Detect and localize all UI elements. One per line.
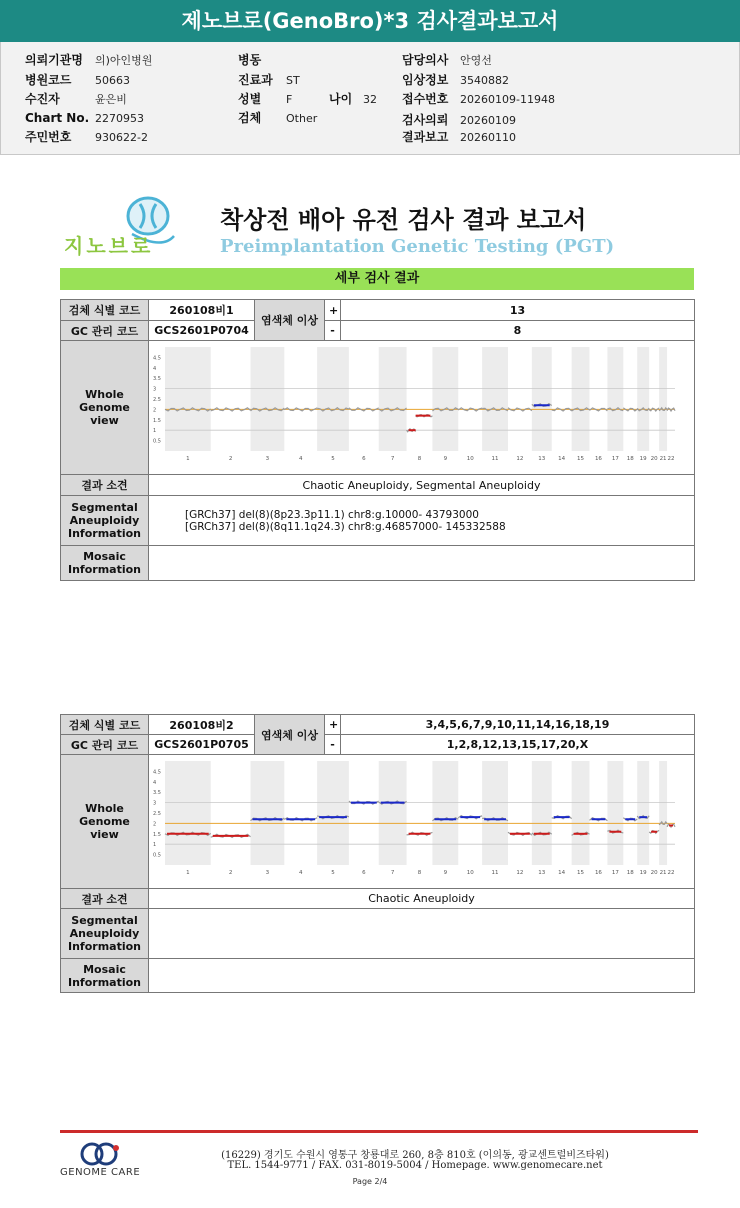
x-tick-label: 13	[538, 870, 546, 876]
x-tick-label: 14	[558, 456, 566, 462]
segmental-label: Segmental Aneuploidy Information	[61, 909, 149, 959]
minus-value: 1,2,8,12,13,15,17,20,X	[341, 735, 695, 755]
sex-row	[238, 90, 292, 107]
dept-label: 진료과	[238, 73, 273, 87]
y-tick-label: 0.5	[153, 852, 161, 859]
footer-address: (16229) 경기도 수원시 영통구 창룡대로 260, 8층 810호 (이의동, 광교센트럴비즈타워)	[221, 1150, 609, 1161]
plus-label: +	[325, 300, 341, 321]
patient-info-panel	[0, 42, 740, 155]
wgv-label: Whole Genome view	[61, 341, 149, 475]
x-tick-label: 8	[417, 456, 422, 462]
x-tick-label: 11	[491, 870, 499, 876]
y-tick-label: 3.5	[153, 790, 161, 797]
mosaic-value	[149, 546, 695, 581]
plus-label: +	[325, 715, 341, 735]
institution-label: 의뢰기관명	[25, 53, 83, 67]
x-tick-label: 19	[639, 456, 647, 462]
whole-genome-chart-1	[149, 341, 689, 471]
x-tick-label: 12	[516, 870, 524, 876]
segmental-line-2: [GRCh37] del(8)(8q11.1q24.3) chr8:g.46857000- 145332588	[185, 520, 506, 533]
segmental-label: Segmental Aneuploidy Information	[61, 496, 149, 546]
findings-label: 결과 소견	[61, 475, 149, 496]
hospital-code-value: 50663	[95, 74, 130, 87]
x-tick-label: 16	[594, 456, 602, 462]
page-number: Page 2/4	[352, 1177, 388, 1186]
examinee-row	[25, 90, 127, 107]
x-tick-label: 22	[667, 456, 675, 462]
age-row	[329, 90, 377, 107]
genome-care-logo-icon	[60, 1140, 150, 1185]
report-header-title: 제노브로(GenoBro)*3 검사결과보고서	[0, 0, 740, 42]
x-tick-label: 9	[443, 870, 448, 876]
y-tick-label: 4.5	[153, 769, 161, 776]
chrom-band	[637, 761, 649, 865]
y-tick-label: 1.5	[153, 831, 161, 838]
wgv-label: Whole Genome view	[61, 755, 149, 889]
y-tick-label: 3	[153, 800, 157, 807]
chrom-abn-label: 염색체 이상	[255, 715, 325, 755]
x-tick-label: 5	[331, 456, 335, 462]
x-tick-label: 9	[443, 456, 448, 462]
report-date-label: 결과보고	[402, 130, 449, 144]
sex-label: 성별	[238, 92, 262, 106]
x-tick-label: 7	[390, 456, 395, 462]
y-tick-label: 2	[153, 821, 157, 828]
chrom-band	[637, 347, 649, 451]
minus-label: -	[325, 321, 341, 341]
report-date-row	[402, 128, 516, 145]
y-tick-label: 2	[153, 407, 157, 414]
x-tick-label: 21	[659, 870, 667, 876]
x-tick-label: 6	[362, 870, 366, 876]
genome-care-text: GENOME CARE	[60, 1167, 141, 1178]
dept-value: ST	[286, 74, 300, 87]
sample-table-2	[60, 714, 695, 993]
request-label: 검사의뢰	[402, 113, 449, 127]
x-tick-label: 1	[186, 870, 190, 876]
mosaic-label: Mosaic Information	[61, 959, 149, 993]
chrom-band	[607, 761, 623, 865]
chart-value: 2270953	[95, 112, 144, 125]
clinical-label: 임상정보	[402, 73, 449, 87]
x-tick-label: 5	[331, 870, 335, 876]
y-tick-label: 0.5	[153, 438, 161, 445]
footer-contact: TEL. 1544-9771 / FAX. 031-8019-5004 / Homepage. www.genomecare.net	[227, 1160, 603, 1171]
x-tick-label: 19	[639, 870, 647, 876]
findings-label: 결과 소견	[61, 889, 149, 909]
x-tick-label: 10	[466, 870, 474, 876]
segmental-line-1: [GRCh37] del(8)(8p23.3p11.1) chr8:g.10000- 43793000	[185, 508, 479, 521]
specimen-row	[238, 109, 317, 126]
sample-id-label: 검체 식별 코드	[61, 300, 149, 321]
footer-divider	[60, 1130, 698, 1133]
institution-value: 의)아인병원	[95, 54, 153, 67]
x-tick-label: 4	[298, 456, 303, 462]
sample-id-label: 검체 식별 코드	[61, 715, 149, 735]
wgv-cell	[149, 755, 695, 889]
ward-row	[238, 51, 286, 68]
age-value: 32	[363, 93, 377, 106]
chrom-band	[379, 761, 407, 865]
hospital-code-label: 병원코드	[25, 73, 72, 87]
gc-code-value: GCS2601P0705	[149, 735, 255, 755]
chrom-band	[317, 347, 349, 451]
gc-code-value: GCS2601P0704	[149, 321, 255, 341]
x-tick-label: 18	[626, 456, 634, 462]
chrom-band	[532, 347, 552, 451]
x-tick-label: 14	[558, 870, 566, 876]
receipt-row	[402, 90, 555, 107]
x-tick-label: 22	[667, 870, 675, 876]
x-tick-label: 17	[611, 456, 619, 462]
minus-value: 8	[341, 321, 695, 341]
x-tick-label: 1	[186, 456, 190, 462]
plus-value: 13	[341, 300, 695, 321]
logo-text: 지노브로	[64, 234, 154, 258]
x-tick-label: 10	[466, 456, 474, 462]
x-tick-label: 12	[516, 456, 524, 462]
receipt-label: 접수번호	[402, 92, 449, 106]
rrn-row	[25, 128, 148, 145]
segmental-value	[149, 909, 695, 959]
x-tick-label: 20	[650, 870, 658, 876]
rrn-value: 930622-2	[95, 131, 148, 144]
x-tick-label: 6	[362, 456, 366, 462]
clinical-value: 3540882	[460, 74, 509, 87]
receipt-value: 20260109-11948	[460, 93, 555, 106]
y-tick-label: 2.5	[153, 397, 161, 403]
x-tick-label: 15	[577, 456, 585, 462]
y-tick-label: 4.5	[153, 355, 161, 362]
chrom-band	[165, 347, 211, 451]
report-title-ko: 착상전 배아 유전 검사 결과 보고서	[220, 206, 587, 234]
examinee-label: 수진자	[25, 92, 60, 106]
chrom-band	[659, 761, 667, 865]
chrom-band	[432, 761, 458, 865]
x-tick-label: 11	[491, 456, 499, 462]
x-tick-label: 13	[538, 456, 546, 462]
x-tick-label: 17	[611, 870, 619, 876]
mosaic-value	[149, 959, 695, 993]
wgv-cell	[149, 341, 695, 475]
x-tick-label: 18	[626, 870, 634, 876]
x-tick-label: 4	[298, 870, 303, 876]
whole-genome-chart-2	[149, 755, 689, 885]
x-tick-label: 2	[228, 456, 233, 462]
findings-value: Chaotic Aneuploidy	[149, 889, 695, 909]
doctor-row	[402, 51, 492, 68]
specimen-label: 검체	[238, 111, 262, 125]
x-tick-label: 2	[228, 870, 233, 876]
chart-row	[25, 111, 144, 125]
x-tick-label: 21	[659, 456, 667, 462]
y-tick-label: 4	[153, 779, 157, 786]
chrom-band	[659, 347, 667, 451]
section-title: 세부 검사 결과	[60, 268, 694, 290]
chrom-abn-label: 염색체 이상	[255, 300, 325, 341]
gc-code-label: GC 관리 코드	[61, 321, 149, 341]
segmental-value	[149, 496, 695, 546]
chart-label: Chart No.	[25, 111, 90, 125]
report-date-value: 20260110	[460, 131, 516, 144]
chrom-band	[250, 347, 284, 451]
chrom-band	[317, 761, 349, 865]
y-tick-label: 1	[153, 428, 157, 435]
mosaic-label: Mosaic Information	[61, 546, 149, 581]
hospital-code-row	[25, 71, 130, 88]
dept-row	[238, 71, 300, 88]
chrom-band	[250, 761, 284, 865]
doctor-value: 안영선	[460, 54, 492, 67]
plus-value: 3,4,5,6,7,9,10,11,14,16,18,19	[341, 715, 695, 735]
examinee-value: 윤은비	[95, 93, 127, 106]
chrom-band	[482, 761, 508, 865]
age-label: 나이	[329, 92, 353, 106]
y-tick-label: 1.5	[153, 417, 161, 424]
minus-label: -	[325, 735, 341, 755]
y-tick-label: 3.5	[153, 376, 161, 383]
doctor-label: 담당의사	[402, 53, 449, 67]
x-tick-label: 3	[265, 870, 270, 876]
sample-table-1	[60, 299, 695, 581]
specimen-value: Other	[286, 112, 318, 125]
x-tick-label: 8	[417, 870, 422, 876]
institution-row	[25, 51, 152, 68]
y-tick-label: 1	[153, 842, 157, 849]
chrom-band	[572, 347, 590, 451]
ward-label: 병동	[238, 53, 262, 67]
x-tick-label: 7	[390, 870, 395, 876]
chrom-band	[165, 761, 211, 865]
chrom-band	[379, 347, 407, 451]
request-row	[402, 111, 516, 128]
y-tick-label: 3	[153, 386, 157, 393]
y-tick-label: 2.5	[153, 811, 161, 817]
request-value: 20260109	[460, 114, 516, 127]
x-tick-label: 3	[265, 456, 270, 462]
chrom-band	[482, 347, 508, 451]
rrn-label: 주민번호	[25, 130, 72, 144]
chrom-band	[532, 761, 552, 865]
sample-id-value: 260108비2	[149, 715, 255, 735]
findings-value: Chaotic Aneuploidy, Segmental Aneuploidy	[149, 475, 695, 496]
x-tick-label: 20	[650, 456, 658, 462]
x-tick-label: 16	[594, 870, 602, 876]
chrom-band	[572, 761, 590, 865]
gc-code-label: GC 관리 코드	[61, 735, 149, 755]
sample-id-value: 260108비1	[149, 300, 255, 321]
report-title-en: Preimplantation Genetic Testing (PGT)	[220, 236, 615, 257]
clinical-row	[402, 71, 509, 88]
y-tick-label: 4	[153, 365, 157, 372]
sex-value: F	[286, 93, 293, 106]
chrom-band	[432, 347, 458, 451]
x-tick-label: 15	[577, 870, 585, 876]
chrom-band	[607, 347, 623, 451]
